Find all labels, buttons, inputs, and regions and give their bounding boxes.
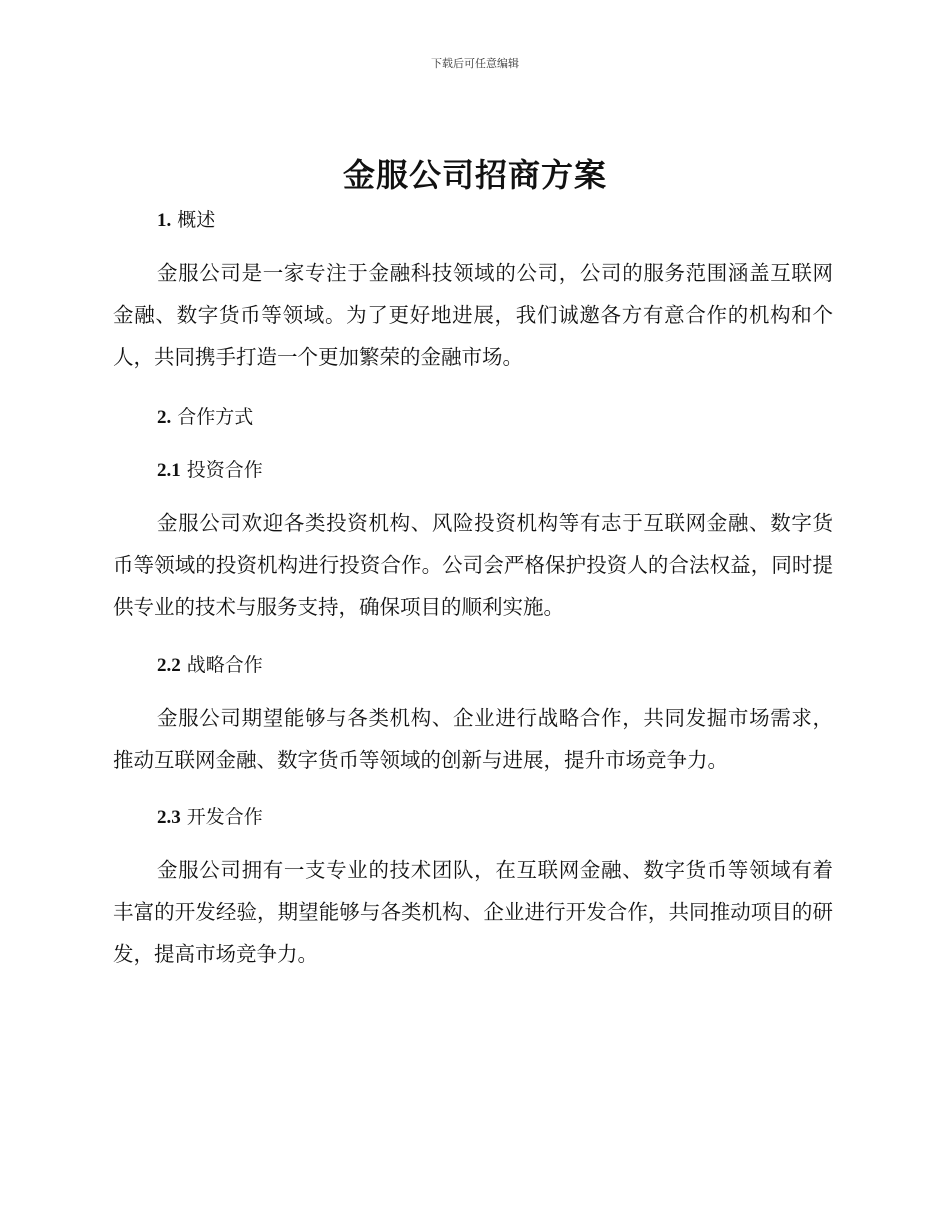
section-body-development: 金服公司拥有一支专业的技术团队，在互联网金融、数字货币等领域有着丰富的开发经验，期望能够与各类机构、企业进行开发合作，共同推动项目的研发，提高市场竞争力。 bbox=[113, 858, 833, 966]
section-number: 2. bbox=[157, 407, 172, 428]
section-body-overview: 金服公司是一家专注于金融科技领域的公司，公司的服务范围涵盖互联网金融、数字货币等领域。为了更好地进展，我们诚邀各方有意合作的机构和个人，共同携手打造一个更加繁荣的金融市场。 bbox=[113, 261, 833, 369]
section-label: 投资合作 bbox=[186, 459, 263, 481]
section-label: 战略合作 bbox=[186, 654, 263, 676]
section-label: 概述 bbox=[177, 209, 216, 231]
section-heading-investment bbox=[157, 455, 263, 482]
section-heading-development bbox=[157, 802, 263, 829]
section-body-investment: 金服公司欢迎各类投资机构、风险投资机构等有志于互联网金融、数字货币等领域的投资机构进行投资合作。公司会严格保护投资人的合法权益，同时提供专业的技术与服务支持，确保项目的顺利实施。 bbox=[113, 511, 833, 619]
header-note: 下载后可任意编辑 bbox=[431, 57, 519, 70]
section-label: 开发合作 bbox=[186, 806, 263, 828]
section-body-strategic: 金服公司期望能够与各类机构、企业进行战略合作，共同发掘市场需求，推动互联网金融、数字货币等领域的创新与进展，提升市场竞争力。 bbox=[113, 706, 833, 772]
section-number: 2.3 bbox=[157, 807, 181, 828]
section-heading-overview bbox=[157, 205, 215, 232]
section-number: 2.2 bbox=[157, 655, 181, 676]
section-heading-strategic bbox=[157, 650, 263, 677]
section-number: 1. bbox=[157, 210, 172, 231]
section-label: 合作方式 bbox=[177, 406, 254, 428]
section-number: 2.1 bbox=[157, 460, 181, 481]
section-heading-cooperation bbox=[157, 402, 253, 429]
document-title: 金服公司招商方案 bbox=[342, 156, 607, 194]
